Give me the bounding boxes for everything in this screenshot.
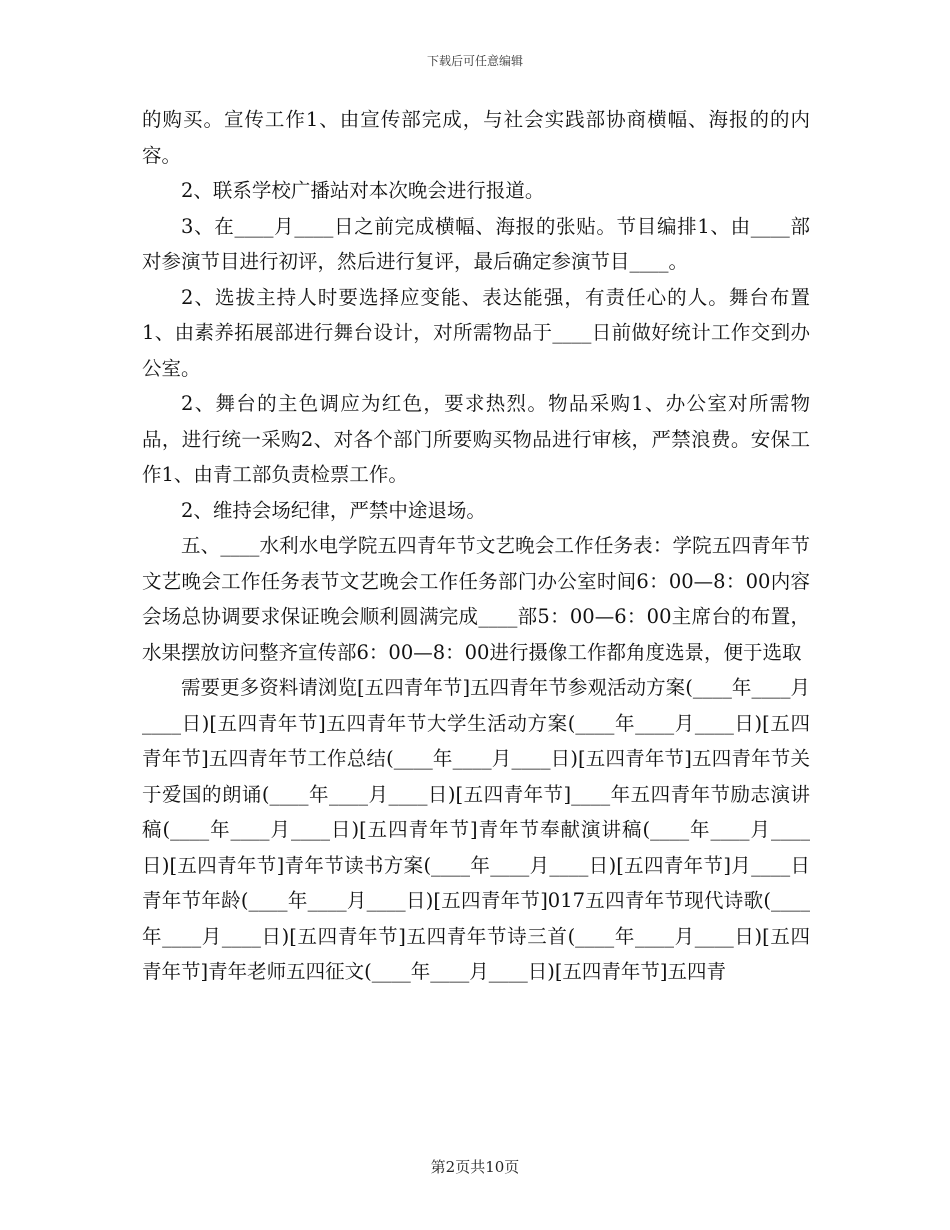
paragraph-5: 2、舞台的主色调应为红色，要求热烈。物品采购1、办公室对所需物品，进行统一采购2、对各个部门所要购买物品进行审核，严禁浪费。安保工作1、由青工部负责检票工作。 — [142, 392, 810, 486]
paragraph-7: 五、____水利水电学院五四青年节文艺晚会工作任务表：学院五四青年节文艺晚会工作任务表节文艺晚会工作任务部门办公室时间6：00—8：00内容会场总协调要求保证晚会顺利圆满完成____部5：00—6：00主席台的布置，水果摆放访问整齐宣传部6：00—8：00进行摄像工作都角度选景，便于选取 — [142, 534, 810, 664]
paragraph-3: 3、在____月____日之前完成横幅、海报的张贴。节目编排1、由____部对参演节目进行初评，然后进行复评，最后确定参演节目____。 — [142, 214, 810, 273]
document-body — [142, 102, 810, 990]
page-header: 下载后可任意编辑 — [426, 54, 523, 68]
paragraph-1: 的购买。宣传工作1、由宣传部完成，与社会实践部协商横幅、海报的的内容。 — [142, 108, 810, 167]
page-number: 第2页共10页 — [430, 1158, 520, 1176]
paragraph-6: 2、维持会场纪律，严禁中途退场。 — [181, 498, 486, 522]
paragraph-8: 需要更多资料请浏览[五四青年节]五四青年节参观活动方案(____年____月____日)[五四青年节]五四青年节大学生活动方案(____年____月____日)[五四青年节]五四青年节工作总结(____年____月____日)[五四青年节]五四青年节关于爱国的朗诵(____年____月____日)[五四青年节]____年五四青年节励志演讲稿(____年____月____日)[五四青年节]青年节奉献演讲稿(____年____月____日)[五四青年节]青年节读书方案(____年____月____日)[五四青年节]月____日青年节年龄(____年____月____日)[五四青年节]017五四青年节现代诗歌(____年____月____日)[五四青年节]五四青年节诗三首(____年____月____日)[五四青年节]青年老师五四征文(____年____月____日)[五四青年节]五四青 — [142, 676, 810, 983]
paragraph-4: 2、选拔主持人时要选择应变能、表达能强，有责任心的人。舞台布置1、由素养拓展部进行舞台设计，对所需物品于____日前做好统计工作交到办公室。 — [142, 285, 810, 380]
paragraph-2: 2、联系学校广播站对本次晚会进行报道。 — [181, 179, 545, 202]
